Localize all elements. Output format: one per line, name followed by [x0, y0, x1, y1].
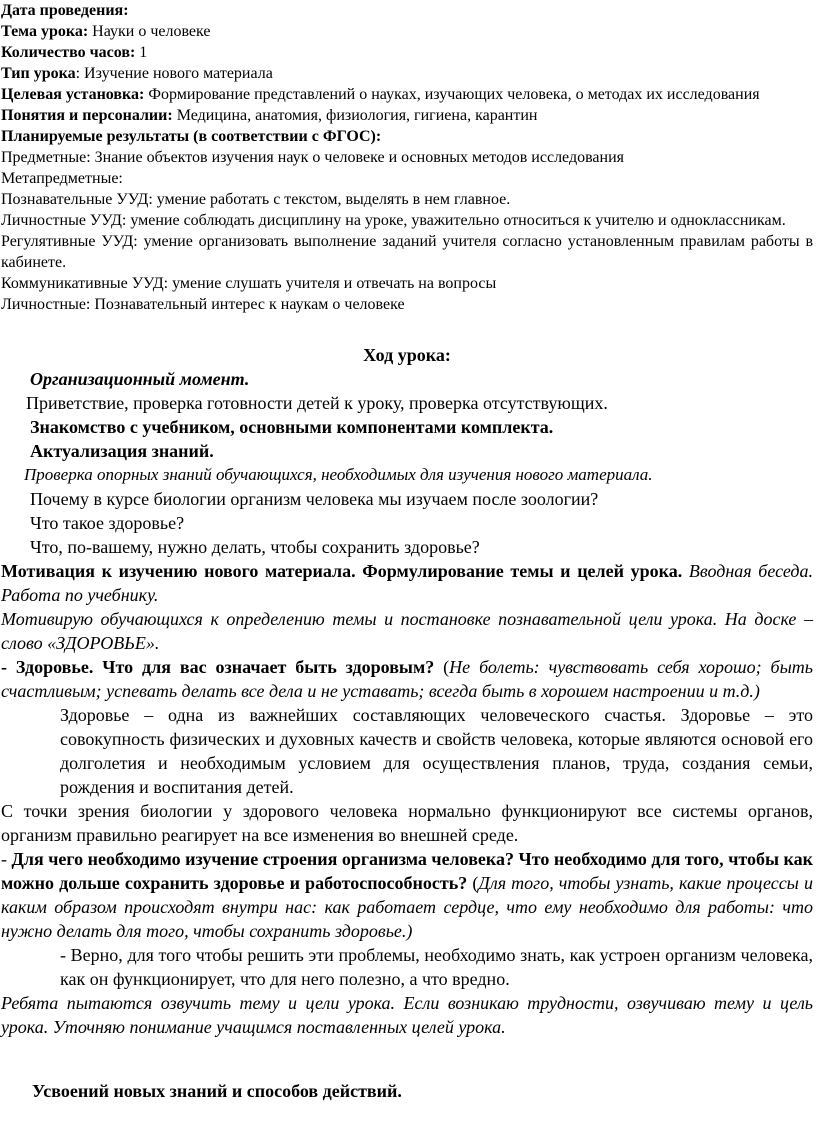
results-communicative: Коммуникативные УУД: умение слушать учителя и отвечать на вопросы [1, 275, 497, 292]
concepts-label: Понятия и персоналии: [1, 107, 173, 124]
knowledge-check: Проверка опорных знаний обучающихся, необходимых для изучения нового материала. [24, 465, 653, 484]
health-question-bold: - Здоровье. Что для вас означает быть здоровым? [1, 657, 435, 677]
why-question [0, 847, 816, 943]
results-label: Планируемые результаты (в соответствии с ФГОС): [1, 128, 382, 145]
hours-label: Количество часов: [1, 44, 136, 61]
spacer [0, 315, 816, 343]
new-knowledge: Усвоений новых знаний и способов действий. [32, 1081, 402, 1101]
goal-line [0, 84, 816, 105]
motivation-italic: Вводная беседа. Работа по учебнику. [1, 561, 813, 605]
results-personal: Личностные: Познавательный интерес к наукам о человеке [1, 296, 405, 313]
results-cognitive: Познавательные УУД: умение работать с текстом, выделять в нем главное. [1, 191, 511, 208]
goal-value: Формирование представлений о науках, изучающих человека, о методах их исследования [144, 86, 760, 103]
question-1: Почему в курсе биологии организм человека мы изучаем после зоологии? [30, 489, 599, 509]
results-regulatory: Регулятивные УУД: умение организовать выполнение заданий учителя согласно установленным правилам работы в кабинете. [1, 233, 813, 271]
type-value: : Изучение нового материала [75, 65, 273, 82]
concepts-value: Медицина, анатомия, физиология, гигиена, карантин [172, 107, 538, 124]
lesson-title: Ход урока: [363, 345, 451, 365]
why-answer: Для того, чтобы узнать, какие процессы и каким образом происходят внутри нас: как работает сердце, что ему необходимо для работы: что нужно делать для того, чтобы сохранить здоровье.) [1, 873, 813, 941]
textbook: Знакомство с учебником, основными компонентами комплекта. [30, 417, 554, 437]
question-2: Что такое здоровье? [30, 513, 185, 533]
topic-line [0, 21, 816, 42]
results-heading [0, 126, 816, 147]
motivation [0, 559, 816, 607]
biology-view: С точки зрения биологии у здорового человека нормально функционируют все системы органов, организм правильно реагирует на все изменения во внешней среде. [1, 801, 813, 845]
health-question [0, 655, 816, 703]
teacher-confirm: - Верно, для того чтобы решить эти проблемы, необходимо знать, как устроен организм человека, как он функционирует, что для него полезно, а что вредно. [60, 945, 813, 989]
why-bold: Для чего необходимо изучение строения организма человека? Что необходимо для того, чтобы как можно дольше сохранить здоровье и работоспособность? [1, 849, 814, 893]
actualization: Актуализация знаний. [30, 441, 214, 461]
question-3: Что, по-вашему, нужно делать, чтобы сохранить здоровье? [30, 537, 480, 557]
results-personal-uud: Личностные УУД: умение соблюдать дисциплину на уроке, уважительно относиться к учителю и одноклассникам. [1, 212, 786, 229]
health-question-paren: ( [434, 657, 450, 677]
results-subject: Предметные: Знание объектов изучения наук о человеке и основных методов исследования [1, 149, 625, 166]
lesson-body [0, 343, 816, 1103]
spacer-2 [0, 1039, 816, 1079]
motivate-line: Мотивирую обучающихся к определению темы и постановке познавательной цели урока. На доске – слово «ЗДОРОВЬЕ». [1, 609, 813, 653]
hours-line [0, 42, 816, 63]
why-paren: ( [467, 873, 479, 893]
type-line [0, 63, 816, 84]
topic-value: Науки о человеке [88, 23, 211, 40]
date-line [0, 0, 816, 21]
motivation-bold: Мотивация к изучению нового материала. Формулирование темы и целей урока. [1, 561, 683, 581]
greeting: Приветствие, проверка готовности детей к уроку, проверка отсутствующих. [26, 393, 608, 413]
concepts-line [0, 105, 816, 126]
lesson-header [0, 0, 816, 315]
org-moment: Организационный момент. [30, 369, 250, 389]
health-question-answer: Не болеть: чувствовать себя хорошо; быть счастливым; успевать делать все дела и не уставать; всегда быть в хорошем настроении и т.д.) [1, 657, 813, 701]
health-definition: Здоровье – одна из важнейших составляющих человеческого счастья. Здоровье – это совокупность физических и духовных качеств и свойств человека, которые являются основой его долголетия и необходимым условием для осуществления планов, труда, создания семьи, рождения и воспитания детей. [60, 705, 813, 797]
goal-label: Целевая установка: [1, 86, 145, 103]
topic-label: Тема урока: [1, 23, 89, 40]
hours-value: 1 [135, 44, 148, 61]
kids-try: Ребята пытаются озвучить тему и цели урока. Если возникаю трудности, озвучиваю тему и цель урока. Уточняю понимание учащимся поставленных целей урока. [1, 993, 813, 1037]
date-label: Дата проведения: [1, 2, 129, 19]
type-label: Тип урока [1, 65, 76, 82]
results-meta: Метапредметные: [1, 170, 123, 187]
why-dash: - [1, 849, 12, 869]
